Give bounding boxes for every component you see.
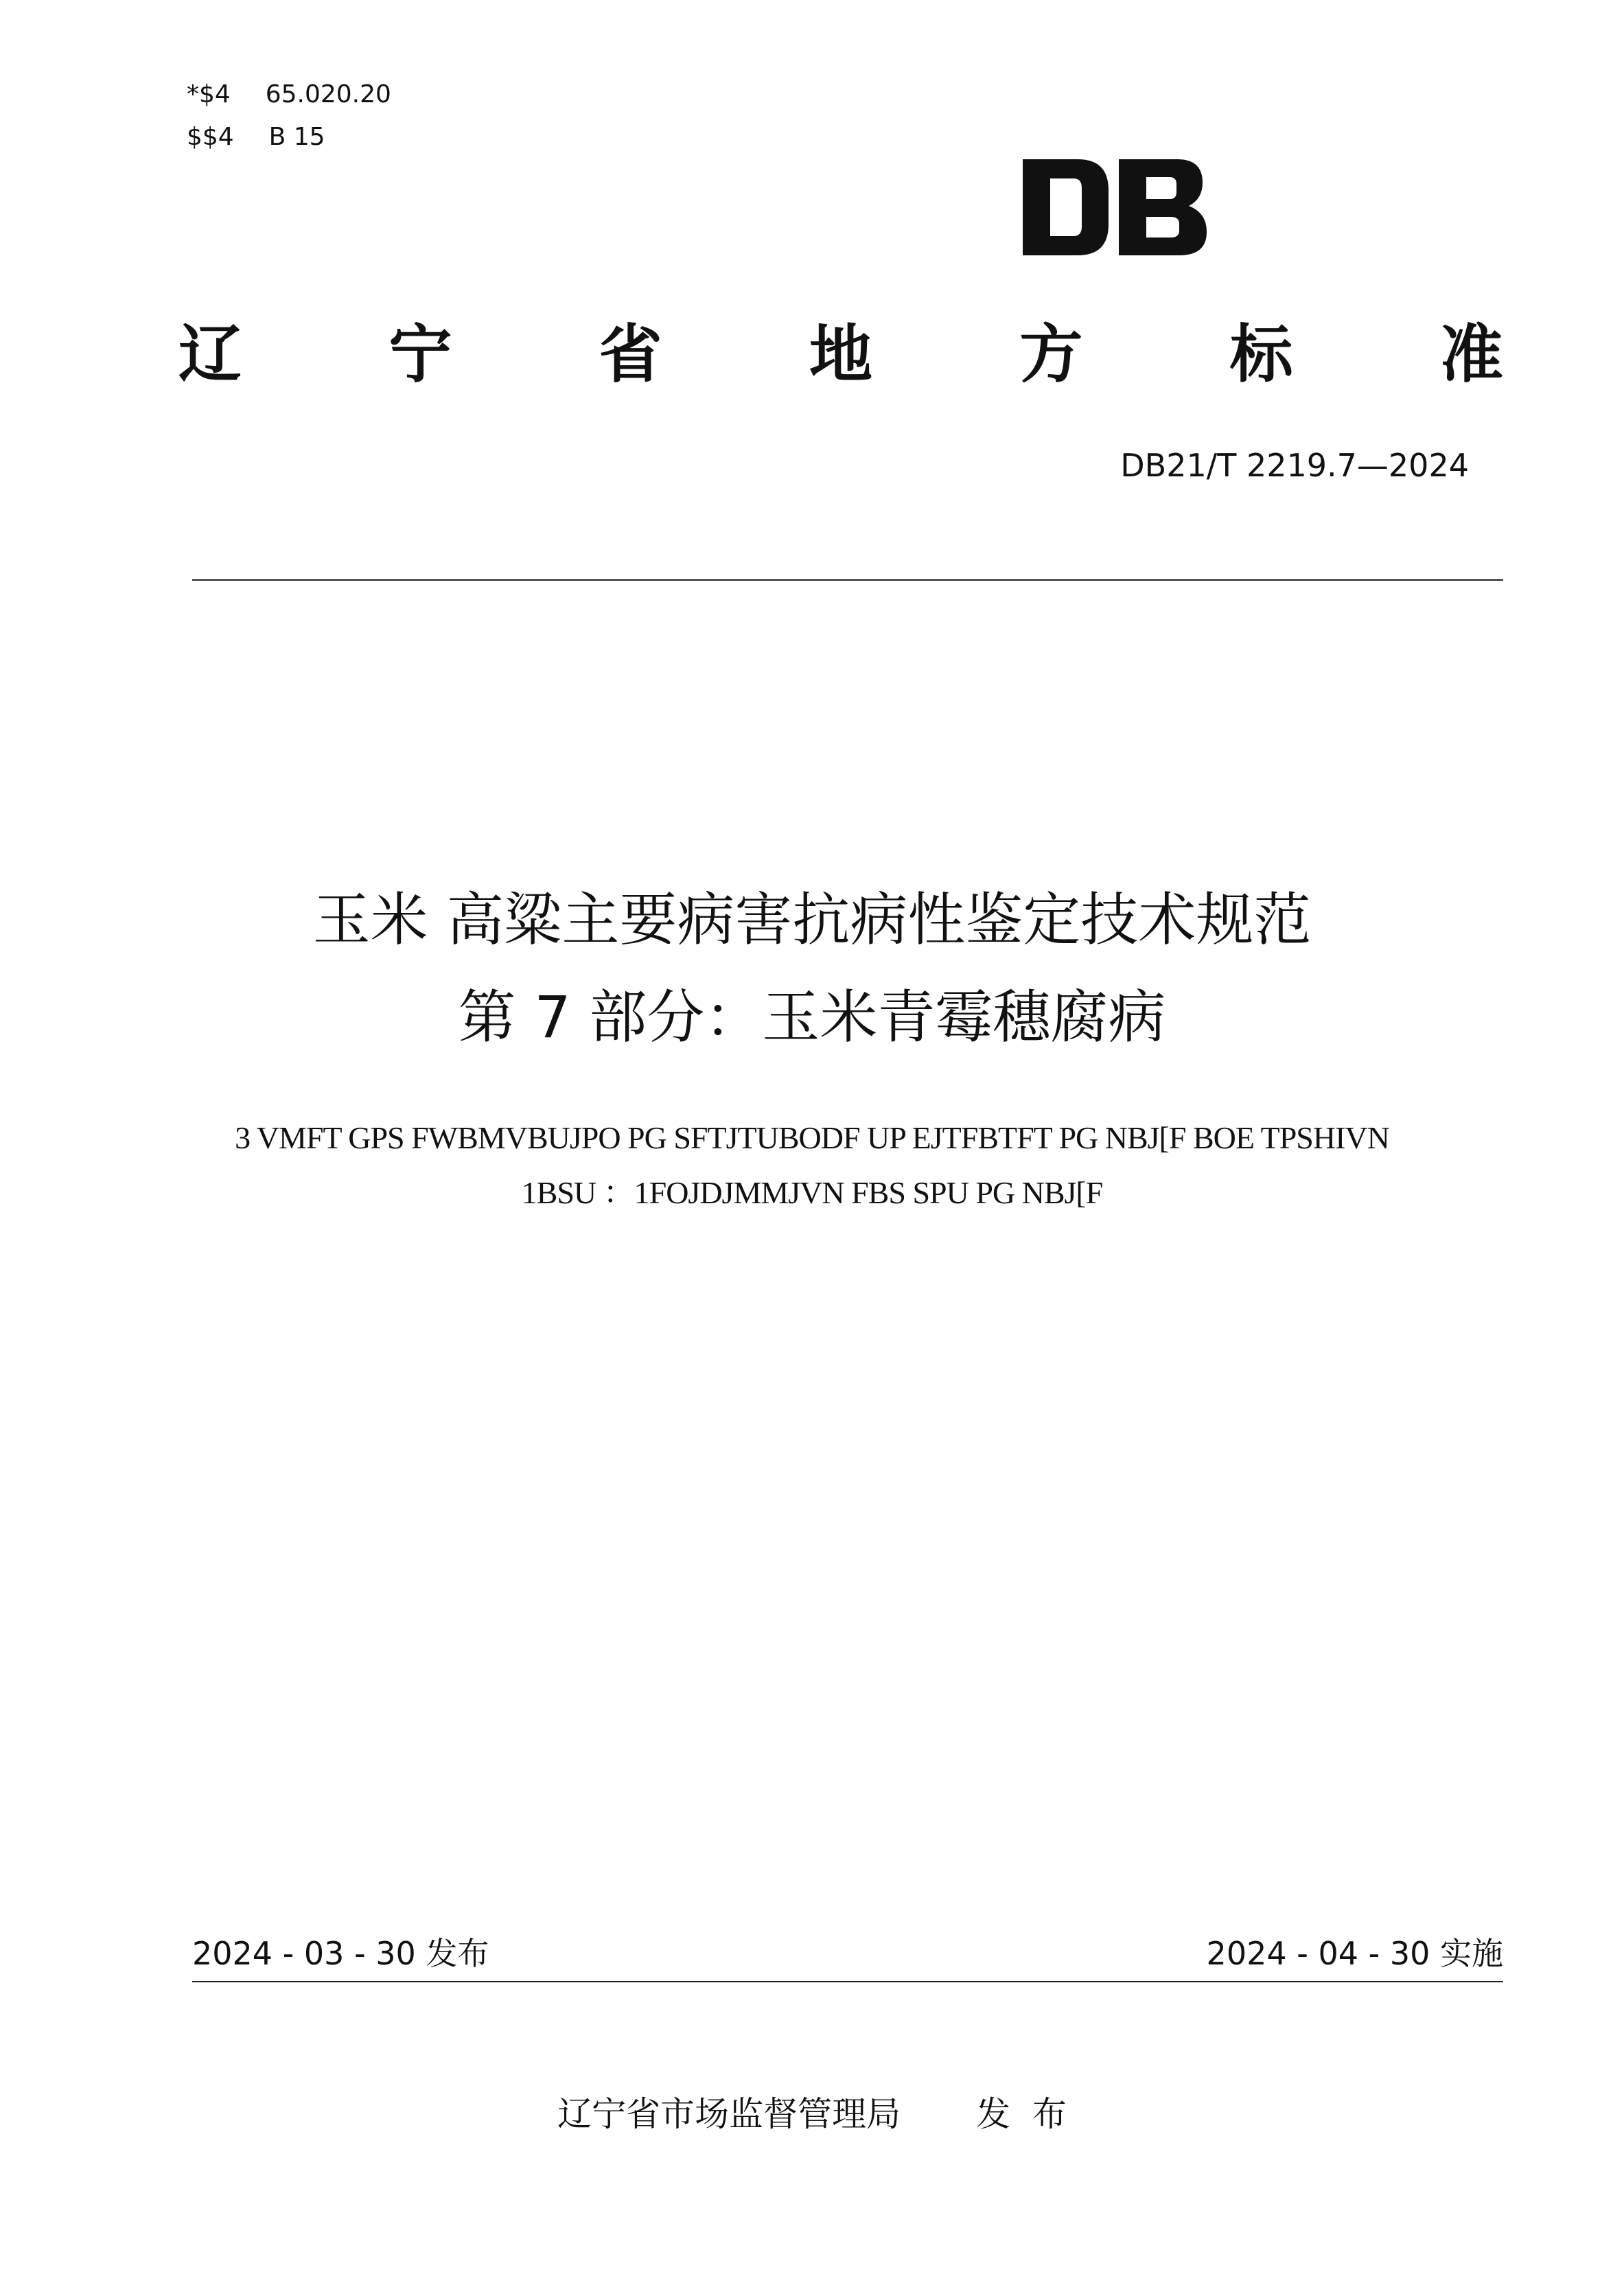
footer-divider [192,1981,1503,1982]
title-char: 辽 [178,318,242,391]
ics-code: 65.020.20 [265,80,391,108]
document-title-cn-line2: 第 7 部分：玉米青霉穗腐病 [458,984,1166,1051]
title-char: 宁 [388,318,452,391]
standard-number: DB21/T 2219.7—2024 [1120,447,1469,484]
implementation-date: 2024 - 04 - 30 实施 [1206,1935,1503,1972]
issuer-line [0,2094,1624,2135]
ics-label: *$4 [187,80,231,108]
title-char: 地 [809,318,872,391]
document-title-en-line1: 3 VMFT GPS FWBMVBUJPO PG SFTJTUBODF UP EJTFBTFT PG NBJ[F BOE TPSHIVN [235,1120,1389,1155]
header-divider [192,579,1503,581]
db-logo [1023,159,1208,255]
issue-date: 2024 - 03 - 30 发布 [192,1935,489,1972]
ccs-code: B 15 [268,123,325,151]
ics-classification [187,81,391,108]
title-char: 省 [599,318,662,391]
title-char: 方 [1019,318,1083,391]
title-char: 标 [1229,318,1293,391]
ccs-label: $$4 [187,123,234,151]
issuer-action: 发 布 [976,2094,1067,2134]
standard-type-title [178,317,1503,393]
document-title-cn-line1: 玉米 高粱主要病害抗病性鉴定技术规范 [312,886,1312,953]
title-char: 准 [1439,318,1503,391]
issuer-name: 辽宁省市场监督管理局 [557,2094,901,2134]
document-title-en-line2: 1BSU ：1FOJDJMMJVN FBS SPU PG NBJ[F [521,1175,1103,1210]
ccs-classification [187,124,325,151]
